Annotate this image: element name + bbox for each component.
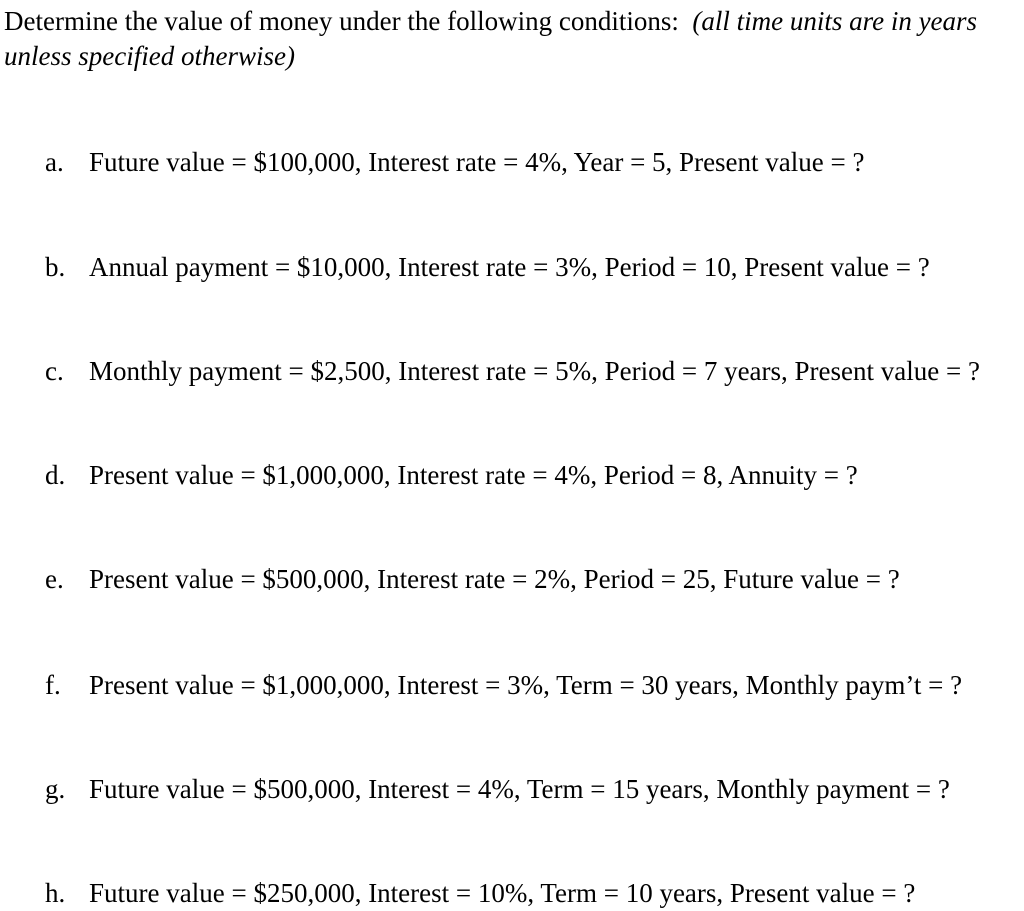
- problem-item-a: [0, 145, 1020, 179]
- problem-item-e: [0, 562, 1020, 596]
- problem-letter: a.: [45, 147, 64, 177]
- problem-item-b: [0, 250, 1020, 284]
- problem-item-d: [0, 458, 1020, 492]
- problem-item-g: [0, 772, 1020, 806]
- instructions-note: (all time units are in years unless specified otherwise): [4, 6, 978, 71]
- problem-text: Present value = $1,000,000, Interest = 3%, Term = 30 years, Monthly paym’t = ?: [89, 670, 963, 700]
- problem-text: Present value = $500,000, Interest rate = 2%, Period = 25, Future value = ?: [89, 564, 900, 594]
- problem-letter: g.: [45, 774, 66, 804]
- problem-letter: f.: [45, 670, 61, 700]
- problem-text: Present value = $1,000,000, Interest rate = 4%, Period = 8, Annuity = ?: [89, 460, 858, 490]
- problem-text: Annual payment = $10,000, Interest rate = 3%, Period = 10, Present value = ?: [89, 252, 930, 282]
- problem-text: Monthly payment = $2,500, Interest rate = 5%, Period = 7 years, Present value = ?: [89, 356, 980, 386]
- problem-item-c: [0, 354, 1020, 388]
- instructions-lead: Determine the value of money under the following conditions:: [4, 6, 679, 36]
- problem-letter: c.: [45, 356, 64, 386]
- problem-letter: e.: [45, 564, 64, 594]
- problem-letter: h.: [45, 878, 66, 908]
- problem-item-h: [0, 876, 1020, 910]
- problem-item-f: [0, 668, 1020, 702]
- problem-text: Future value = $500,000, Interest = 4%, Term = 15 years, Monthly payment = ?: [89, 774, 950, 804]
- problem-text: Future value = $100,000, Interest rate = 4%, Year = 5, Present value = ?: [89, 147, 865, 177]
- problem-letter: d.: [45, 460, 66, 490]
- instructions-paragraph: [4, 4, 1014, 74]
- problem-letter: b.: [45, 252, 66, 282]
- problem-text: Future value = $250,000, Interest = 10%, Term = 10 years, Present value = ?: [89, 878, 916, 908]
